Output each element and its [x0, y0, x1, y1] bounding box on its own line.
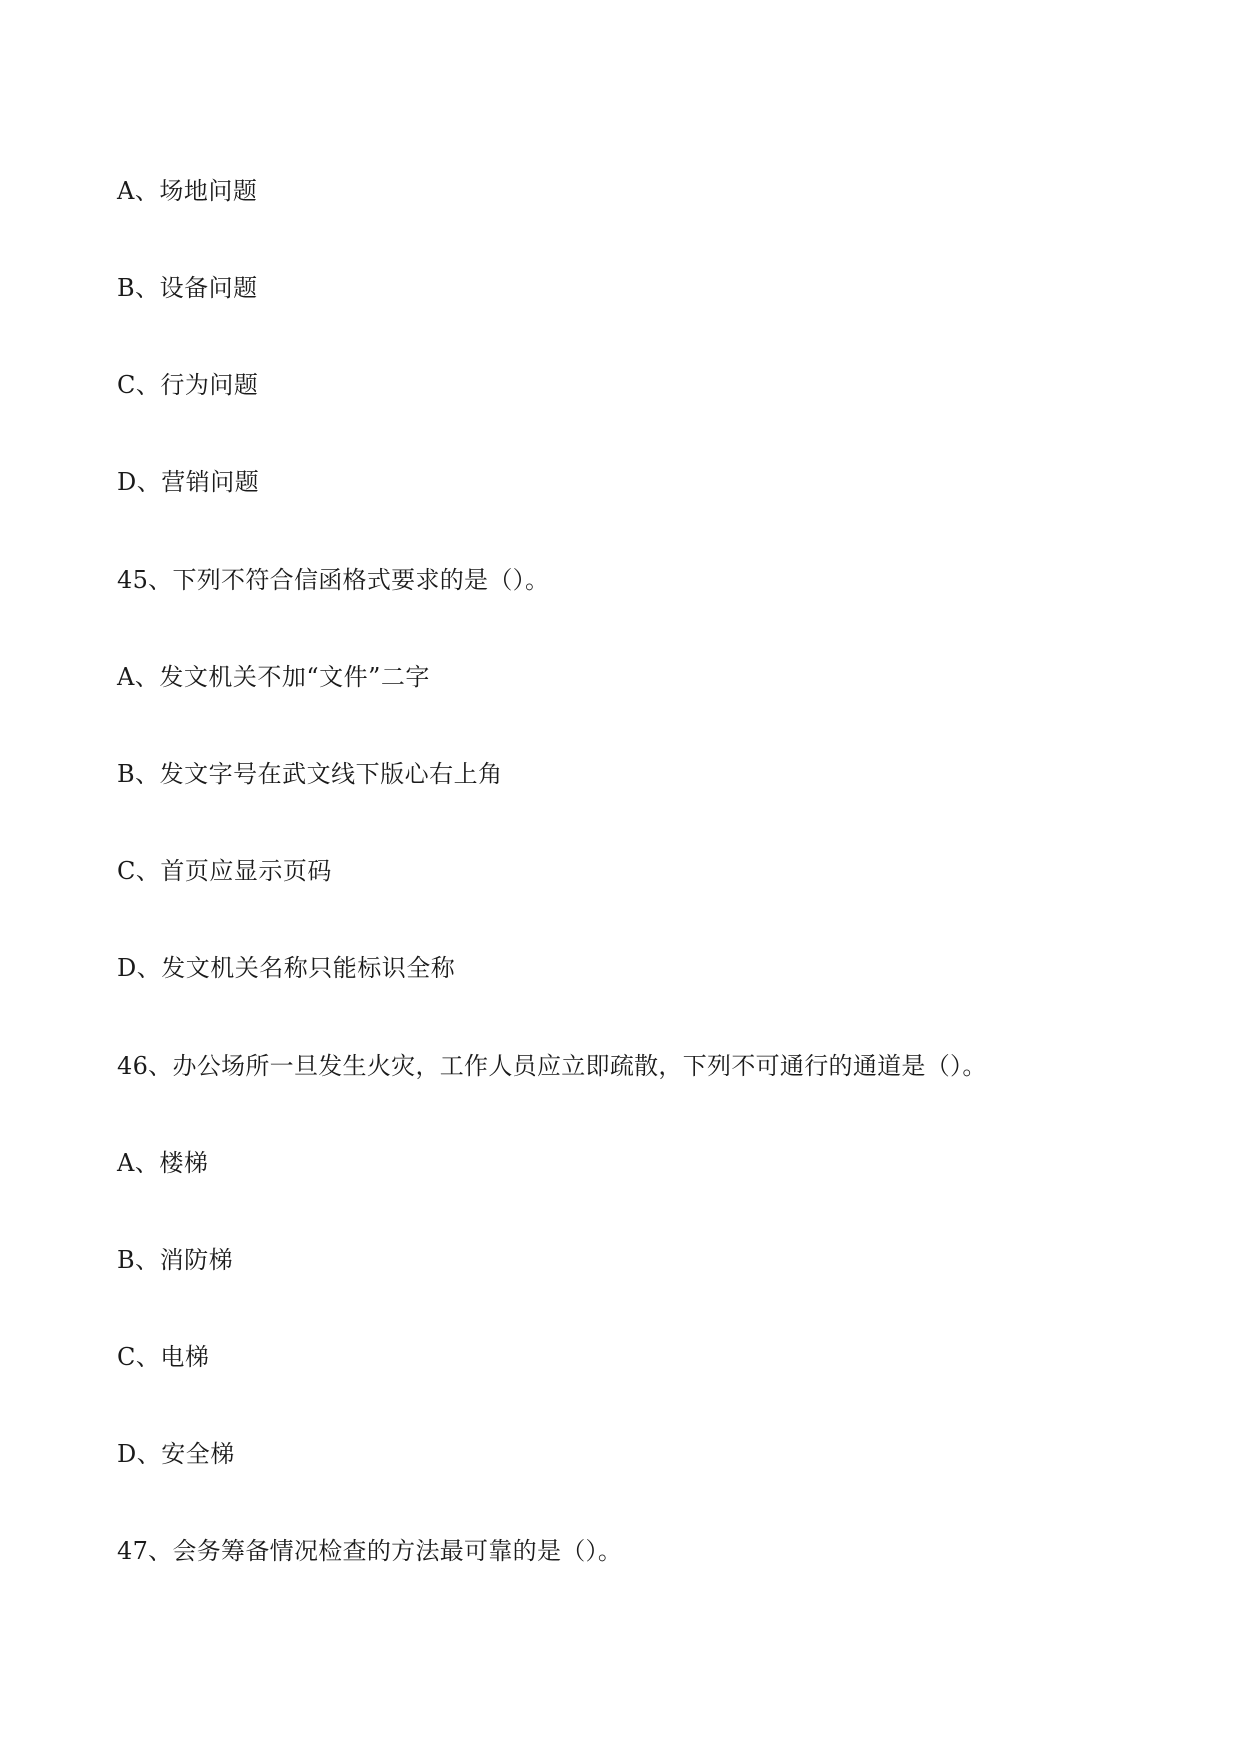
q45-option-c: C、首页应显示页码 — [117, 857, 332, 885]
question-47: 47、会务筹备情况检查的方法最可靠的是（）。 — [117, 1537, 623, 1565]
option-a: A、场地问题 — [117, 177, 258, 205]
option-d: D、营销问题 — [117, 468, 260, 496]
q46-option-a: A、楼梯 — [117, 1149, 209, 1177]
question-45: 45、下列不符合信函格式要求的是（）。 — [117, 566, 550, 594]
q45-option-a: A、发文机关不加“文件”二字 — [117, 663, 430, 691]
q46-option-d: D、安全梯 — [117, 1440, 235, 1468]
q46-option-c: C、电梯 — [117, 1343, 210, 1371]
q45-option-d: D、发文机关名称只能标识全称 — [117, 954, 456, 982]
q45-option-b: B、发文字号在武文线下版心右上角 — [117, 760, 503, 788]
q46-option-b: B、消防梯 — [117, 1246, 234, 1274]
question-46: 46、办公场所一旦发生火灾，工作人员应立即疏散，下列不可通行的通道是（）。 — [117, 1052, 987, 1080]
option-b: B、设备问题 — [117, 274, 258, 302]
option-c: C、行为问题 — [117, 371, 259, 399]
